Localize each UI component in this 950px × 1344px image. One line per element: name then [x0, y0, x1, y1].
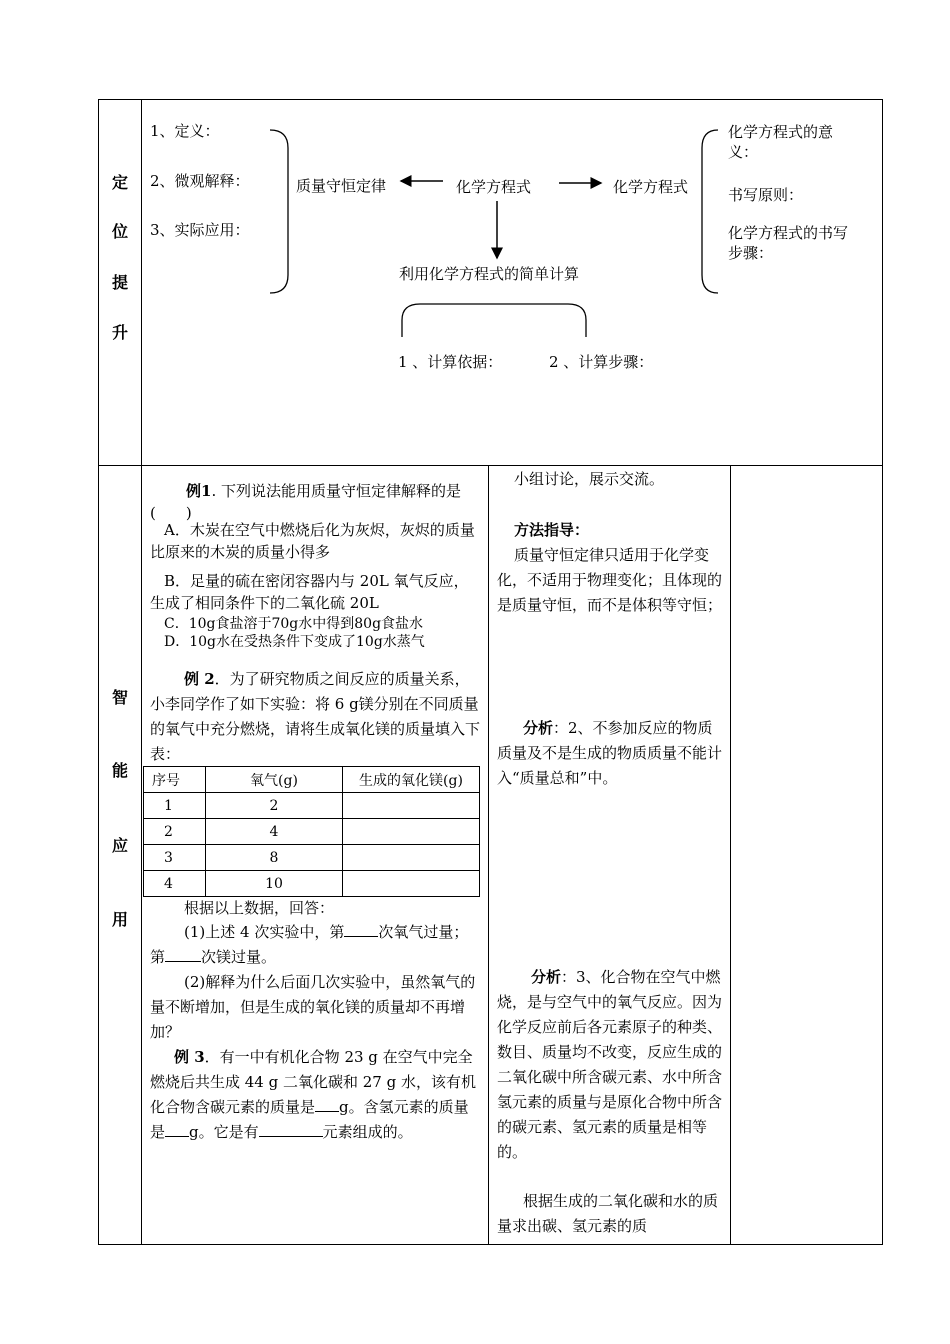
table-row [144, 819, 480, 845]
extra-column-divider [730, 465, 731, 1245]
method-title: 方法指导： [514, 521, 590, 539]
table-header: 序号 [144, 767, 206, 793]
writing-steps-item: 化学方程式的书写步骤： [728, 224, 849, 262]
example1-option-d: D．10g水在受热条件下变成了10g水蒸气 [164, 634, 425, 650]
table-cell: 8 [206, 845, 343, 871]
table-cell: 1 [144, 793, 206, 819]
label-char: 应 [111, 836, 128, 855]
table-row [144, 871, 480, 897]
table-row [144, 845, 480, 871]
table-row [144, 793, 480, 819]
q1-part-a: (1)上述 4 次实验中，第 [184, 923, 345, 941]
notes-column-divider [488, 465, 489, 1245]
discussion-note: 小组讨论，展示交流。 [514, 470, 665, 488]
answer-blank[interactable] [165, 947, 201, 962]
analysis-3-label: 分析 [531, 968, 562, 986]
equation-right-node: 化学方程式 [613, 178, 689, 196]
application-item: 3、实际应用： [150, 221, 250, 239]
example1-label: 例1 [186, 482, 212, 500]
table-cell-empty[interactable] [343, 845, 480, 871]
ex3-part-b: g。含氢元素的质量是 [150, 1098, 469, 1141]
example2-label: 例 2 [184, 670, 215, 688]
conclusion-note: 根据生成的二氧化碳和水的质量求出碳、氢元素的质 [497, 1192, 719, 1235]
example2-stem [150, 667, 482, 767]
answer-intro: 根据以上数据，回答： [184, 899, 335, 917]
answer-blank[interactable] [259, 1122, 323, 1137]
label-char: 用 [111, 910, 128, 929]
table-header-row [144, 767, 480, 793]
example2-q1 [150, 920, 482, 970]
micro-explanation-item: 2、微观解释： [150, 172, 250, 190]
label-char: 提 [111, 273, 128, 292]
example1-question: . 下列说法能用质量守恒定律解释的是( ) [150, 482, 461, 522]
answer-blank[interactable] [165, 1122, 189, 1137]
law-node: 质量守恒定律 [296, 177, 387, 195]
definition-item: 1、定义： [150, 122, 220, 140]
magnesium-data-table [143, 766, 480, 897]
label-char: 升 [111, 323, 128, 342]
table-cell-empty[interactable] [343, 871, 480, 897]
calc-basis: 1 、计算依据： [398, 353, 503, 371]
left-bracket [270, 130, 288, 293]
label-char: 定 [111, 173, 128, 192]
example3-label: 例 3 [174, 1048, 205, 1066]
answer-blank[interactable] [315, 1097, 339, 1112]
example2-q2: (2)解释为什么后面几次实验中，虽然氧气的量不断增加，但是生成的氧化镁的质量却不再增加？ [150, 973, 476, 1041]
meaning-item: 化学方程式的意义： [728, 123, 834, 161]
table-cell: 10 [206, 871, 343, 897]
calc-steps: 2 、计算步骤： [549, 353, 654, 371]
analysis-2-label: 分析 [523, 719, 554, 737]
ex3-part-a: ．有一中有机化合物 23 g 在空气中完全燃烧后共生成 44 g 二氧化碳和 27 g 水，该有机化合物含碳元素的质量是 [150, 1048, 476, 1116]
analysis-3 [497, 965, 725, 1165]
frame-bottom [98, 1244, 883, 1245]
table-cell: 4 [144, 871, 206, 897]
right-bracket [702, 130, 718, 293]
example1-option-a: A．木炭在空气中燃烧后化为灰烬，灰烬的质量比原来的木炭的质量小得多 [150, 521, 475, 561]
table-cell: 2 [206, 793, 343, 819]
example1-option-b: B．足量的硫在密闭容器内与 20L 氧气反应，生成了相同条件下的二氧化硫 20L [150, 572, 469, 612]
table-cell: 3 [144, 845, 206, 871]
example3-stem [150, 1045, 482, 1145]
example1-option-c: C．10g食盐溶于70g水中得到80g食盐水 [164, 616, 424, 632]
method-text: 质量守恒定律只适用于化学变化，不适用于物理变化；且体现的是质量守恒，而不是体积等守恒； [497, 546, 723, 614]
analysis-3-text: ：3、化合物在空气中燃烧，是与空气中的氧气反应。因为化学反应前后各元素原子的种类、数目、质量均不改变，反应生成的二氧化碳中所含碳元素、水中所含氢元素的质量与是原化合物中所含的碳元素、氢元素的质量是相等的。 [497, 968, 723, 1161]
table-header: 生成的氧化镁(g) [343, 767, 480, 793]
equation-center-node: 化学方程式 [456, 178, 532, 196]
table-cell-empty[interactable] [343, 819, 480, 845]
label-char: 智 [111, 688, 128, 707]
label-char: 位 [111, 222, 128, 241]
label-char: 能 [111, 761, 128, 780]
ex3-part-d: 元素组成的。 [322, 1123, 413, 1141]
table-header: 氧气(g) [206, 767, 343, 793]
writing-principle-item: 书写原则： [728, 186, 804, 204]
example1-stem [150, 480, 482, 524]
table-cell: 4 [206, 819, 343, 845]
answer-blank[interactable] [344, 922, 378, 937]
table-cell: 2 [144, 819, 206, 845]
calc-title: 利用化学方程式的简单计算 [399, 265, 580, 283]
calc-bracket [402, 304, 586, 337]
ex3-part-c: g。它是有 [189, 1123, 259, 1141]
q1-part-b: 次氧气过量；第 [150, 923, 469, 966]
analysis-2-text: ：2、不参加反应的物质质量及不是生成的物质质量不能计入“质量总和”中。 [497, 719, 723, 787]
example2-question: ．为了研究物质之间反应的质量关系，小李同学作了如下实验：将 6 g镁分别在不同质量的氧气中充分燃烧，请将生成氧化镁的质量填入下表： [150, 670, 481, 763]
q1-part-c: 次镁过量。 [201, 948, 277, 966]
table-cell-empty[interactable] [343, 793, 480, 819]
analysis-2 [497, 716, 725, 791]
